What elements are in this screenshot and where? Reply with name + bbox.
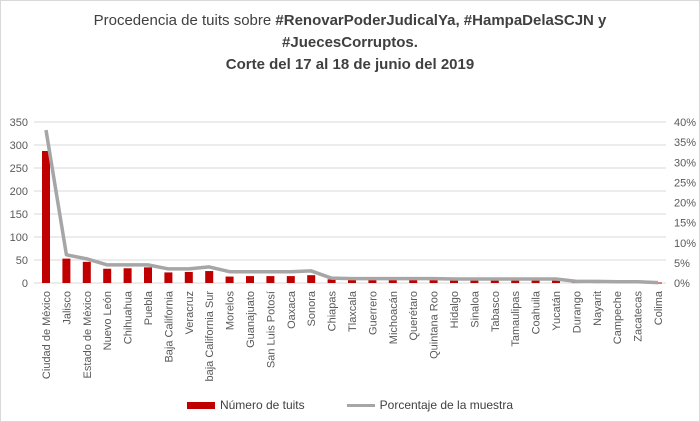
- x-category-label: Sinaloa: [469, 291, 482, 328]
- legend-item-tweets: [187, 398, 305, 412]
- tweet-count-bar: [266, 276, 274, 283]
- right-axis-tick-label: 35%: [674, 137, 697, 150]
- tweet-count-bar: [144, 267, 152, 283]
- left-axis-tick-label: 350: [9, 117, 28, 129]
- tweet-count-bar: [124, 268, 132, 283]
- tweet-count-bar: [103, 269, 111, 283]
- right-axis-tick-label: 0%: [674, 278, 690, 290]
- right-axis-tick-label: 25%: [674, 177, 697, 190]
- x-category-label: Nayarit: [591, 291, 604, 326]
- x-category-label: Nuevo León: [102, 291, 115, 351]
- right-axis-tick-label: 15%: [674, 217, 697, 230]
- x-category-label: Sonora: [306, 291, 319, 327]
- x-category-label: Michoacán: [387, 291, 400, 345]
- chart-title-line-3: Corte del 17 al 18 de junio del 2019: [225, 56, 475, 73]
- x-category-label: Guerrero: [367, 291, 380, 336]
- tweet-count-bar: [164, 272, 172, 283]
- legend-item-percentage: [347, 398, 513, 412]
- x-category-label: Campeche: [612, 291, 625, 345]
- chart-title-hashtags: #RenovarPoderJudicalYa, #HampaDelaSCJN y: [275, 12, 607, 29]
- x-category-label: Jalisco: [61, 291, 74, 325]
- tweet-count-bar: [287, 276, 295, 283]
- tweet-count-bar: [62, 259, 70, 283]
- x-category-label: Coahuila: [530, 291, 543, 335]
- x-category-label: Estado de México: [81, 291, 94, 379]
- x-category-label: Chiapas: [326, 291, 339, 332]
- tweet-count-bar: [205, 271, 213, 283]
- legend-line-label: Porcentaje de la muestra: [379, 398, 514, 412]
- combo-bar-line-chart: [1, 1, 700, 422]
- tweet-count-bar: [83, 262, 91, 283]
- chart-title-line-2: #JuecesCorruptos.: [282, 34, 418, 51]
- x-category-label: Zacatecas: [632, 291, 645, 342]
- x-category-label: Puebla: [143, 291, 155, 326]
- right-axis-tick-label: 5%: [674, 257, 690, 270]
- bar-series-swatch-icon: [187, 402, 215, 409]
- x-category-label: Tlaxcala: [347, 291, 359, 332]
- line-series-swatch-icon: [347, 404, 375, 407]
- x-category-label: Hidalgo: [449, 291, 461, 329]
- x-category-label: Yucatán: [551, 291, 563, 331]
- tweet-count-bar: [307, 275, 315, 283]
- right-axis-tick-label: 30%: [674, 157, 697, 170]
- tweet-count-bar: [185, 272, 193, 283]
- left-axis-tick-label: 0: [21, 278, 28, 290]
- x-category-label: Querétaro: [408, 291, 421, 341]
- tweet-count-bar: [226, 277, 234, 283]
- right-axis-tick-label: 20%: [674, 197, 697, 210]
- x-category-label: Tamaulipas: [510, 291, 523, 347]
- x-category-label: Durango: [571, 291, 584, 334]
- left-axis-tick-label: 50: [15, 255, 28, 267]
- x-category-label: Oaxaca: [285, 291, 298, 329]
- right-axis-tick-label: 40%: [674, 117, 697, 129]
- x-category-label: Veracruz: [183, 291, 196, 335]
- x-category-label: Morelos: [224, 291, 237, 331]
- tweet-count-bar: [246, 276, 254, 283]
- x-category-label: Ciudad de México: [41, 291, 53, 380]
- chart-legend: [1, 398, 699, 412]
- left-axis-tick-label: 150: [9, 209, 28, 221]
- left-axis-tick-label: 100: [9, 232, 28, 244]
- left-axis-tick-label: 200: [9, 186, 28, 198]
- x-category-label: Quintana Roo: [428, 291, 441, 359]
- x-category-label: Colima: [653, 291, 665, 326]
- chart-title-regular-text: Procedencia de tuits sobre: [93, 12, 276, 29]
- left-axis-tick-label: 300: [9, 140, 28, 152]
- left-axis-tick-label: 250: [9, 163, 28, 175]
- x-category-label: baja California Sur: [204, 291, 217, 382]
- tweet-count-bar: [42, 151, 50, 283]
- x-category-label: Tabasco: [489, 291, 502, 332]
- x-category-label: Baja California: [163, 291, 176, 363]
- x-category-label: San Luis Potosí: [265, 291, 278, 369]
- right-axis-tick-label: 10%: [674, 237, 697, 250]
- legend-bar-label: Número de tuits: [219, 398, 305, 412]
- x-category-label: Guanajuato: [245, 291, 257, 348]
- x-category-label: Chihuahua: [122, 291, 135, 345]
